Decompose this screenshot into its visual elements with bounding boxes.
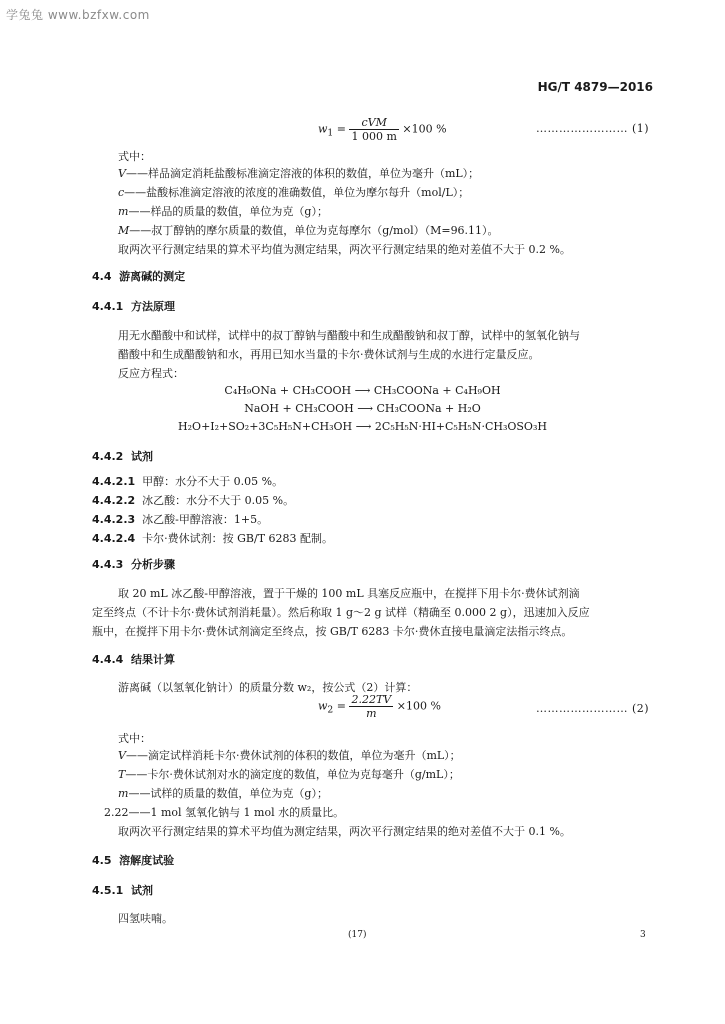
- where-1-item: [118, 165, 479, 181]
- section-title: 方法原理: [131, 300, 175, 313]
- where-2-sym: V: [118, 749, 126, 762]
- formula-1-lhs: w: [318, 122, 328, 136]
- section-title: 分析步骤: [131, 558, 175, 571]
- principle-line-2: 醋酸中和生成醋酸钠和水，再用已知水当量的卡尔·费休试剂与生成的水进行定量反应。: [118, 348, 540, 361]
- formula-1-fraction: [349, 116, 398, 143]
- where-2-item: [104, 804, 344, 820]
- formula-2-fraction: [349, 693, 393, 720]
- procedure-line-1: 取 20 mL 冰乙酸-甲醇溶液，置于干燥的 100 mL 具塞反应瓶中，在搅拌下用卡尔·费休试剂滴: [118, 587, 580, 600]
- section-number: 4.4.2: [92, 450, 124, 463]
- formula-1: $w_1$ = $\frac{\text{cVM}}{1 000 m}$ ×100 %: [318, 116, 447, 143]
- section-number: 4.5: [92, 854, 112, 867]
- where-2-item: [118, 766, 460, 782]
- section-heading-4-4-3: [92, 556, 175, 572]
- reagent-4-5-1: 四氢呋喃。: [118, 912, 173, 925]
- where-2-sym: T: [118, 768, 126, 781]
- section-title: 游离碱的测定: [119, 270, 186, 283]
- section-title: 试剂: [131, 450, 153, 463]
- where-1-item: [118, 222, 499, 238]
- procedure-line-3: 瓶中，在搅拌下用卡尔·费休试剂滴定至终点，按 GB/T 6283 卡尔·费休直接电量滴定法指示终点。: [92, 625, 573, 638]
- formula-1-numerator: cVM: [349, 116, 398, 130]
- where-1-text: ——叔丁醇钠的摩尔质量的数值，单位为克每摩尔（g/mol）（M=96.11）。: [129, 224, 499, 237]
- section-number: 4.4: [92, 270, 112, 283]
- where-1-text: ——盐酸标准滴定溶液的浓度的准确数值，单位为摩尔每升（mol/L）；: [124, 186, 470, 199]
- section-heading-4-5-1: [92, 882, 153, 898]
- where-2-sym: m: [118, 787, 129, 800]
- page-number-right: 3: [640, 930, 646, 940]
- reagent-item: [92, 473, 283, 489]
- formula-2-number: …………………… (2): [536, 702, 650, 715]
- calc-intro: 游离碱（以氢氧化钠计）的质量分数 w₂，按公式（2）计算：: [118, 681, 418, 694]
- section-heading-4-4-2: [92, 448, 153, 464]
- section-number: 4.4.4: [92, 653, 124, 666]
- reaction-3: H₂O+I₂+SO₂+3C₅H₅N+CH₃OH ⟶ 2C₅H₅N·HI+C₅H₅N·CH₃OSO₃H: [178, 420, 547, 433]
- where-1-sym: M: [118, 224, 130, 237]
- formula-1-tail: ×100 %: [402, 122, 447, 136]
- where-2-item: [118, 785, 328, 801]
- section-title: 溶解度试验: [119, 854, 175, 867]
- formula-2-tail: ×100 %: [396, 699, 441, 713]
- reaction-1: C₄H₉ONa + CH₃COOH ⟶ CH₃COONa + C₄H₉OH: [224, 384, 501, 397]
- formula-2-numerator: 2.22TV: [351, 693, 392, 706]
- section-number: 4.4.1: [92, 300, 124, 313]
- formula-2-lhs: w: [318, 699, 328, 713]
- where-label-2: 式中：: [118, 732, 151, 745]
- reagent-number: 4.4.2.4: [92, 532, 136, 545]
- formula-1-lhs-sub: 1: [327, 127, 334, 139]
- reagent-item: [92, 511, 268, 527]
- formula-2: $w_2$ = $\frac{2.22TV}{m}$ ×100 %: [318, 693, 441, 720]
- equation-label: 反应方程式：: [118, 367, 184, 380]
- reagent-text: 冰乙酸：水分不大于 0.05 %。: [142, 494, 295, 507]
- reagent-number: 4.4.2.2: [92, 494, 136, 507]
- reaction-2: NaOH + CH₃COOH ⟶ CH₃COONa + H₂O: [244, 402, 481, 415]
- principle-line-1: 用无水醋酸中和试样，试样中的叔丁醇钠与醋酸中和生成醋酸钠和叔丁醇，试样中的氢氧化钠与: [118, 329, 580, 342]
- section-title: 结果计算: [131, 653, 175, 666]
- where-1-sym: V: [118, 167, 126, 180]
- reagent-text: 甲醇：水分不大于 0.05 %。: [142, 475, 284, 488]
- section-title: 试剂: [131, 884, 153, 897]
- standard-code: HG/T 4879—2016: [537, 80, 653, 94]
- where-2-item: [118, 747, 461, 763]
- procedure-line-2: 定至终点（不计卡尔·费休试剂消耗量）。然后称取 1 g～2 g 试样（精确至 0.000 2 g），迅速加入反应: [92, 606, 590, 619]
- formula-1-number: …………………… (1): [536, 122, 650, 135]
- where-2-text: ——1 mol 氢氧化钠与 1 mol 水的质量比。: [128, 806, 345, 819]
- where-2-sym: 2.22: [104, 806, 129, 819]
- section-heading-4-4: [92, 268, 185, 284]
- where-2-text: ——卡尔·费休试剂对水的滴定度的数值，单位为克每毫升（g/mL）；: [125, 768, 460, 781]
- where-2-text: ——试样的质量的数值，单位为克（g）；: [128, 787, 328, 800]
- section-number: 4.4.3: [92, 558, 124, 571]
- where-1-item: [118, 184, 469, 200]
- page-number-center: (17): [348, 930, 367, 940]
- reagent-text: 冰乙酸-甲醇溶液：1+5。: [142, 513, 269, 526]
- where-1-text: ——样品滴定消耗盐酸标准滴定溶液的体积的数值，单位为毫升（mL）；: [125, 167, 480, 180]
- reagent-item: [92, 530, 333, 546]
- reagent-number: 4.4.2.1: [92, 475, 136, 488]
- conclusion-2: 取两次平行测定结果的算术平均值为测定结果，两次平行测定结果的绝对差值不大于 0.1 %。: [118, 825, 571, 838]
- reagent-item: [92, 492, 294, 508]
- reagent-text: 卡尔·费休试剂：按 GB/T 6283 配制。: [142, 532, 334, 545]
- where-2-text: ——滴定试样消耗卡尔·费休试剂的体积的数值，单位为毫升（mL）；: [125, 749, 461, 762]
- watermark: 学兔兔 www.bzfxw.com: [6, 8, 150, 22]
- section-heading-4-5: [92, 852, 174, 868]
- section-number: 4.5.1: [92, 884, 124, 897]
- formula-2-denominator: m: [366, 707, 377, 720]
- where-1-sym: c: [118, 186, 125, 199]
- where-label-1: 式中：: [118, 150, 151, 163]
- section-heading-4-4-1: [92, 298, 175, 314]
- where-1-text: ——样品的质量的数值，单位为克（g）；: [128, 205, 328, 218]
- where-1-sym: m: [118, 205, 129, 218]
- conclusion-1: 取两次平行测定结果的算术平均值为测定结果，两次平行测定结果的绝对差值不大于 0.2 %。: [118, 243, 571, 256]
- reagent-number: 4.4.2.3: [92, 513, 136, 526]
- where-1-item: [118, 203, 328, 219]
- formula-1-denominator: 1 000 m: [351, 130, 397, 143]
- formula-2-lhs-sub: 2: [327, 704, 334, 716]
- section-heading-4-4-4: [92, 651, 175, 667]
